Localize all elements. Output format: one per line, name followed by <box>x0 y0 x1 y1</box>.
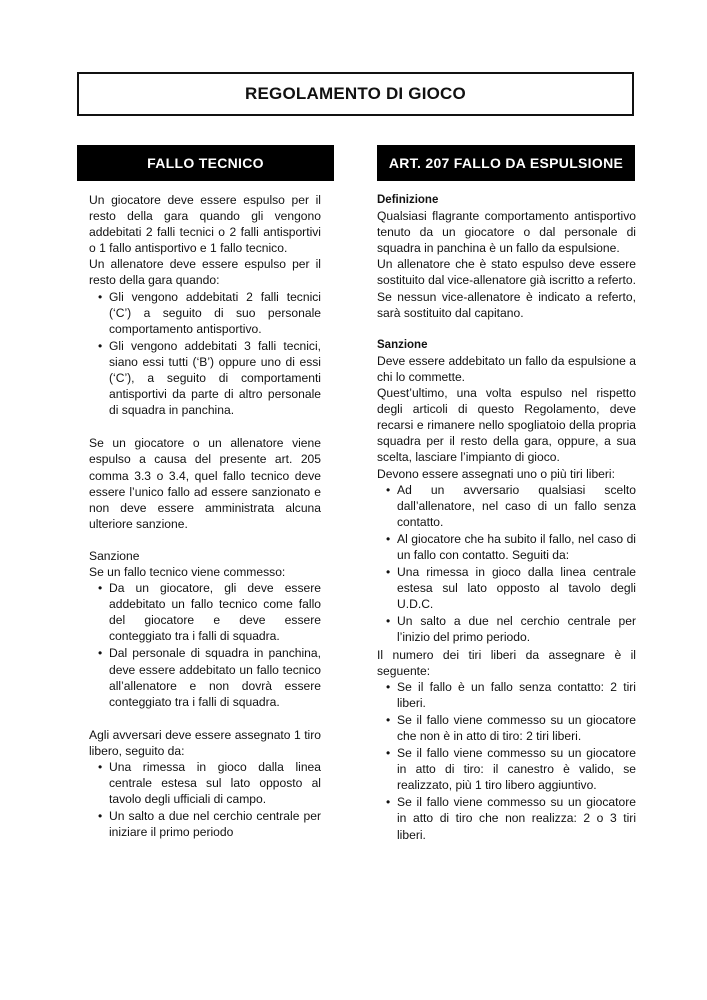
sanzione-label: Sanzione <box>89 548 140 563</box>
bullet-icon: • <box>98 581 103 596</box>
list-item: • Se il fallo viene commesso su un giocatore che non è in atto di tiro: 2 tiri liberi. <box>386 712 636 743</box>
bullet-icon: • <box>98 809 103 824</box>
paragraph: Quest’ultimo, una volta espulso nel rispetto degli articoli di questo Regolamento, deve recarsi e rimanere nello spogliatoio della propria squadra per il resto della gara, oppure, a sua scelta, lasciare l’impianto di gioco. <box>377 386 636 465</box>
list-item: • Un salto a due nel cerchio centrale per iniziare il primo periodo <box>98 809 321 840</box>
list-item: • Dal personale di squadra in panchina, deve essere addebitato un fallo tecnico all’allenatore e non dovrà essere conteggiato tra i falli di squadra. <box>98 646 321 709</box>
section-header-fallo-tecnico: FALLO TECNICO <box>77 145 334 181</box>
bullet-icon: • <box>386 679 391 694</box>
list-item: • Se il fallo è un fallo senza contatto: 2 tiri liberi. <box>386 679 636 710</box>
bullet-list <box>89 759 321 840</box>
bullet-icon: • <box>98 338 103 353</box>
paragraph: Il numero dei tiri liberi da assegnare è il seguente: <box>377 647 636 678</box>
bullet-icon: • <box>98 646 103 661</box>
title-box <box>77 72 634 116</box>
paragraph: Un giocatore deve essere espulso per il resto della gara quando gli vengono addebitati 2 falli tecnici o 2 falli antisportivi o 1 fallo antisportivo e 1 fallo tecnico. <box>89 193 321 256</box>
paragraph: Deve essere addebitato un fallo da espulsione a chi lo commette. <box>377 353 636 384</box>
bullet-icon: • <box>386 614 391 629</box>
paragraph: Se un giocatore o un allenatore viene espulso a causa del presente art. 205 comma 3.3 o 3.4, quel fallo tecnico deve essere l’unico fallo ad essere sanzionato e non deve essere amministrata alcuna ulteriore sanzione. <box>89 436 321 531</box>
paragraph: Un allenatore deve essere espulso per il resto della gara quando: <box>89 257 321 288</box>
list-item: • Una rimessa in gioco dalla linea centrale estesa sul lato opposto al tavolo degli ufficiali di campo. <box>98 760 321 807</box>
bullet-icon: • <box>386 482 391 497</box>
bullet-list <box>377 482 636 646</box>
bullet-icon: • <box>386 746 391 761</box>
bullet-list <box>89 580 321 710</box>
paragraph: Qualsiasi flagrante comportamento antisportivo tenuto da un giocatore o dal personale di squadra in panchina è un fallo da espulsione. <box>377 209 636 256</box>
bullet-icon: • <box>98 760 103 774</box>
list-item: • Una rimessa in gioco dalla linea centrale estesa sul lato opposto al tavolo degli U.D.C. <box>386 565 636 612</box>
left-column <box>89 192 321 841</box>
list-item: • Gli vengono addebitati 2 falli tecnici (‘C’) a seguito di suo personale comportamento antisportivo. <box>98 289 321 336</box>
paragraph: Agli avversari deve essere assegnato 1 tiro libero, seguito da: <box>89 727 321 758</box>
list-item: • Se il fallo viene commesso su un giocatore in atto di tiro che non realizza: 2 o 3 tiri liberi. <box>386 795 636 842</box>
list-item: • Al giocatore che ha subito il fallo, nel caso di un fallo con contatto. Seguiti da: <box>386 531 636 562</box>
sanzione-label: Sanzione <box>377 338 428 351</box>
bullet-icon: • <box>386 565 391 580</box>
bullet-icon: • <box>386 531 391 546</box>
list-item: • Da un giocatore, gli deve essere addebitato un fallo tecnico come fallo del giocatore e deve essere conteggiato tra i falli di squadra. <box>98 581 321 644</box>
paragraph: Se un fallo tecnico viene commesso: <box>89 564 286 579</box>
bullet-icon: • <box>386 795 391 810</box>
paragraph: Un allenatore che è stato espulso deve essere sostituito dal vice-allenatore già iscritto a referto. Se nessun vice-allenatore è indicato a referto, sarà sostituito dal capitano. <box>377 257 636 320</box>
paragraph: Devono essere assegnati uno o più tiri liberi: <box>377 466 615 481</box>
list-item: • Un salto a due nel cerchio centrale per l’inizio del primo periodo. <box>386 614 636 645</box>
list-item: • Ad un avversario qualsiasi scelto dall’allenatore, nel caso di un fallo senza contatto. <box>386 482 636 529</box>
list-item: • Se il fallo viene commesso su un giocatore in atto di tiro: il canestro è valido, se realizzato, più 1 tiro libero aggiuntivo. <box>386 746 636 793</box>
page-title: REGOLAMENTO DI GIOCO <box>245 84 466 103</box>
list-item: • Gli vengono addebitati 3 falli tecnici, siano essi tutti (‘B’) oppure uno di essi (‘C’), a seguito di comportamenti antisportivi da parte di altro personale di squadra in panchina. <box>98 338 321 418</box>
bullet-icon: • <box>98 289 103 304</box>
bullet-icon: • <box>386 712 391 727</box>
definizione-label: Definizione <box>377 194 439 206</box>
right-column <box>377 192 636 844</box>
section-header-fallo-espulsione: ART. 207 FALLO DA ESPULSIONE <box>377 145 635 181</box>
bullet-list <box>377 679 636 843</box>
bullet-list <box>89 289 321 419</box>
